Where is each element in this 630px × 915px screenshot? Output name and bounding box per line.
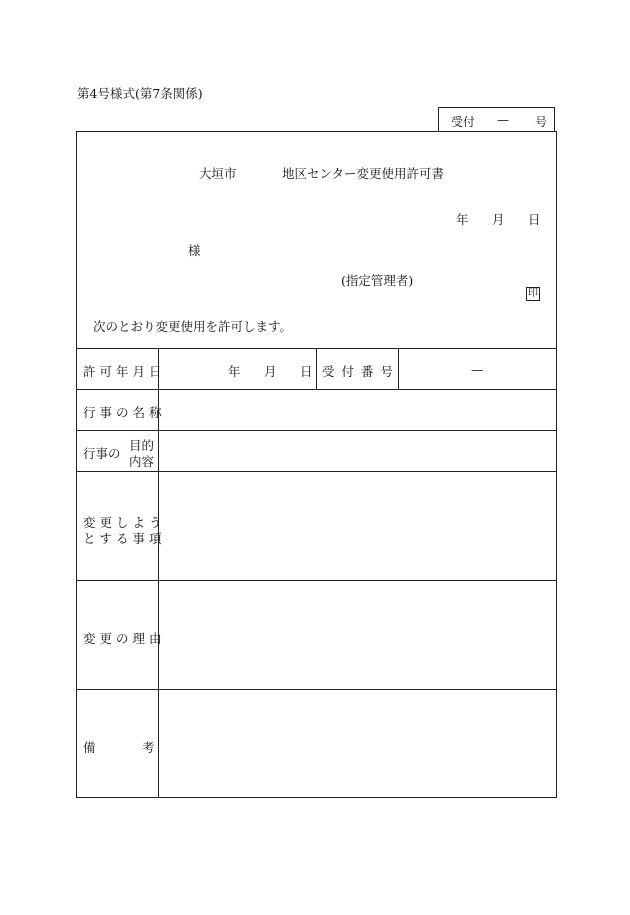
event-name-label: 行事の名称 <box>83 405 166 420</box>
receipt-number-dash: — <box>471 362 484 377</box>
issue-date-year: 年 <box>456 212 469 227</box>
permit-date-month: 月 <box>264 364 277 379</box>
receipt-label: 受付 <box>451 115 476 129</box>
event-purpose-label: 目的 <box>129 438 155 453</box>
issue-date-month: 月 <box>492 212 505 227</box>
column-rule <box>316 348 317 389</box>
change-reason-label: 変更の理由 <box>83 631 166 646</box>
receipt-number-suffix: 号 <box>535 115 548 129</box>
permit-statement: 次のとおり変更使用を許可します。 <box>93 319 293 334</box>
receipt-number-field[interactable] <box>400 350 556 388</box>
receipt-number-label: 受付番号 <box>322 364 401 379</box>
issuer-label: (指定管理者) <box>341 273 414 288</box>
permit-date-day: 日 <box>300 364 313 379</box>
addressee-suffix: 様 <box>188 243 201 258</box>
center-name-field[interactable] <box>234 160 280 180</box>
remarks-label-right: 考 <box>142 740 155 755</box>
change-items-label-line2: とする事項 <box>83 531 166 546</box>
event-content-label: 内容 <box>129 454 155 469</box>
seal-mark: 印 <box>528 288 538 299</box>
permit-date-label: 許可年月日 <box>83 364 166 379</box>
change-items-field[interactable] <box>160 473 556 579</box>
remarks-label-left: 備 <box>83 740 96 755</box>
table-rule <box>76 389 557 390</box>
event-purpose-field[interactable] <box>160 432 556 470</box>
table-rule <box>76 430 557 431</box>
permit-date-year: 年 <box>228 364 241 379</box>
issue-date-day: 日 <box>528 212 541 227</box>
permit-date-field[interactable] <box>160 350 315 388</box>
change-reason-field[interactable] <box>160 582 556 688</box>
remarks-field[interactable] <box>160 691 556 797</box>
receipt-dash: — <box>497 113 509 127</box>
receipt-box <box>438 107 555 131</box>
table-rule <box>76 471 557 472</box>
table-rule <box>76 689 557 690</box>
event-purpose-label-prefix: 行事の <box>83 446 121 461</box>
table-rule <box>76 580 557 581</box>
form-number-label: 第4号様式(第7条関係) <box>77 86 203 101</box>
addressee-field[interactable] <box>90 238 186 258</box>
change-items-label-line1: 変更しよう <box>83 515 166 530</box>
document-title: 地区センター変更使用許可書 <box>282 166 445 181</box>
city-name: 大垣市 <box>199 166 237 181</box>
event-name-field[interactable] <box>160 391 556 429</box>
